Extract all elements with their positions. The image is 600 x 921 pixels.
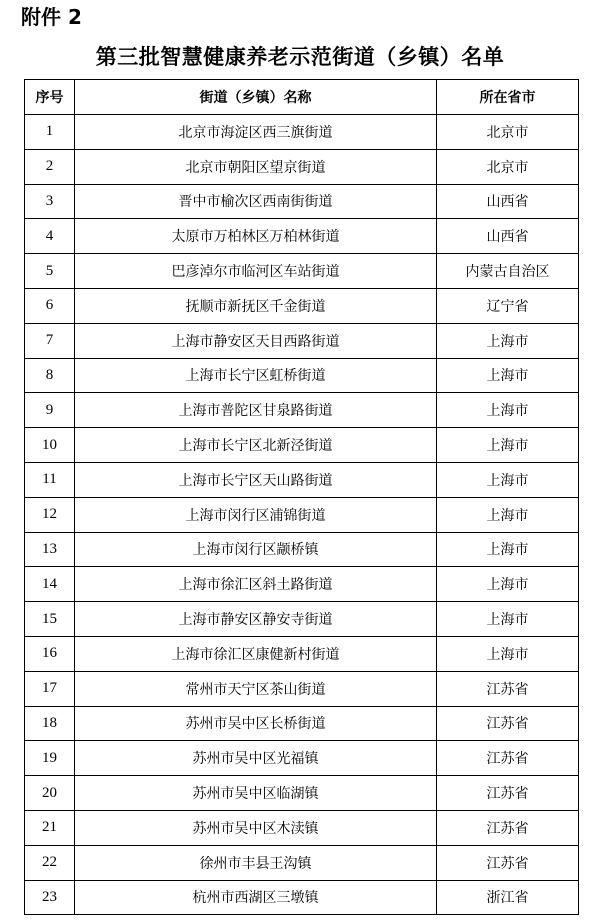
cell-index: 19 — [25, 741, 75, 776]
cell-index: 4 — [25, 219, 75, 254]
cell-street-name: 上海市长宁区天山路街道 — [75, 462, 437, 497]
table-row — [25, 254, 579, 289]
cell-province: 上海市 — [437, 323, 579, 358]
cell-province: 辽宁省 — [437, 288, 579, 323]
table-header-row — [25, 80, 579, 115]
cell-index: 3 — [25, 184, 75, 219]
cell-street-name: 北京市海淀区西三旗街道 — [75, 115, 437, 150]
table-row — [25, 393, 579, 428]
table-row — [25, 497, 579, 532]
cell-index: 8 — [25, 358, 75, 393]
header-street-name: 街道（乡镇）名称 — [75, 80, 437, 115]
cell-index: 6 — [25, 288, 75, 323]
cell-province: 上海市 — [437, 567, 579, 602]
cell-index: 15 — [25, 602, 75, 637]
cell-index: 14 — [25, 567, 75, 602]
cell-province: 上海市 — [437, 393, 579, 428]
table-row — [25, 288, 579, 323]
table-body — [25, 115, 579, 915]
cell-province: 上海市 — [437, 532, 579, 567]
cell-street-name: 上海市徐汇区康健新村街道 — [75, 636, 437, 671]
cell-index: 1 — [25, 115, 75, 150]
cell-index: 9 — [25, 393, 75, 428]
table-row — [25, 358, 579, 393]
cell-street-name: 苏州市吴中区临湖镇 — [75, 776, 437, 811]
cell-index: 16 — [25, 636, 75, 671]
cell-street-name: 抚顺市新抚区千金街道 — [75, 288, 437, 323]
cell-street-name: 上海市普陀区甘泉路街道 — [75, 393, 437, 428]
cell-province: 江苏省 — [437, 776, 579, 811]
cell-street-name: 上海市静安区静安寺街道 — [75, 602, 437, 637]
cell-province: 上海市 — [437, 497, 579, 532]
header-index: 序号 — [25, 80, 75, 115]
cell-street-name: 苏州市吴中区木渎镇 — [75, 810, 437, 845]
cell-province: 江苏省 — [437, 741, 579, 776]
table-row — [25, 184, 579, 219]
cell-province: 江苏省 — [437, 671, 579, 706]
cell-index: 21 — [25, 810, 75, 845]
cell-province: 北京市 — [437, 115, 579, 150]
cell-street-name: 徐州市丰县王沟镇 — [75, 845, 437, 880]
cell-index: 20 — [25, 776, 75, 811]
cell-province: 上海市 — [437, 602, 579, 637]
cell-province: 上海市 — [437, 428, 579, 463]
cell-province: 江苏省 — [437, 845, 579, 880]
cell-index: 2 — [25, 149, 75, 184]
table-row — [25, 532, 579, 567]
cell-index: 7 — [25, 323, 75, 358]
cell-province: 山西省 — [437, 219, 579, 254]
table-row — [25, 880, 579, 915]
cell-street-name: 上海市静安区天目西路街道 — [75, 323, 437, 358]
cell-index: 23 — [25, 880, 75, 915]
table-row — [25, 776, 579, 811]
attachment-label: 附件 2 — [21, 5, 82, 29]
cell-street-name: 巴彦淖尔市临河区车站街道 — [75, 254, 437, 289]
table-row — [25, 602, 579, 637]
cell-street-name: 杭州市西湖区三墩镇 — [75, 880, 437, 915]
cell-province: 内蒙古自治区 — [437, 254, 579, 289]
cell-province: 浙江省 — [437, 880, 579, 915]
cell-province: 上海市 — [437, 358, 579, 393]
cell-province: 上海市 — [437, 462, 579, 497]
cell-province: 江苏省 — [437, 706, 579, 741]
cell-street-name: 晋中市榆次区西南街街道 — [75, 184, 437, 219]
table-row — [25, 845, 579, 880]
cell-province: 江苏省 — [437, 810, 579, 845]
header-province: 所在省市 — [437, 80, 579, 115]
cell-index: 13 — [25, 532, 75, 567]
cell-street-name: 苏州市吴中区长桥街道 — [75, 706, 437, 741]
table-row — [25, 810, 579, 845]
cell-index: 12 — [25, 497, 75, 532]
table-row — [25, 149, 579, 184]
table-row — [25, 219, 579, 254]
document-title: 第三批智慧健康养老示范街道（乡镇）名单 — [95, 45, 505, 69]
cell-street-name: 常州市天宁区茶山街道 — [75, 671, 437, 706]
table-row — [25, 567, 579, 602]
cell-province: 山西省 — [437, 184, 579, 219]
cell-index: 5 — [25, 254, 75, 289]
cell-province: 北京市 — [437, 149, 579, 184]
table-row — [25, 671, 579, 706]
table-row — [25, 428, 579, 463]
cell-index: 18 — [25, 706, 75, 741]
cell-street-name: 苏州市吴中区光福镇 — [75, 741, 437, 776]
demonstration-street-table — [24, 79, 579, 915]
cell-street-name: 上海市长宁区虹桥街道 — [75, 358, 437, 393]
cell-street-name: 上海市徐汇区斜土路街道 — [75, 567, 437, 602]
cell-street-name: 上海市长宁区北新泾街道 — [75, 428, 437, 463]
cell-street-name: 北京市朝阳区望京街道 — [75, 149, 437, 184]
cell-street-name: 上海市闵行区浦锦街道 — [75, 497, 437, 532]
cell-index: 22 — [25, 845, 75, 880]
table-row — [25, 741, 579, 776]
cell-street-name: 上海市闵行区颛桥镇 — [75, 532, 437, 567]
table-row — [25, 706, 579, 741]
cell-index: 10 — [25, 428, 75, 463]
cell-index: 11 — [25, 462, 75, 497]
table-row — [25, 636, 579, 671]
cell-street-name: 太原市万柏林区万柏林街道 — [75, 219, 437, 254]
table-row — [25, 115, 579, 150]
cell-index: 17 — [25, 671, 75, 706]
table-row — [25, 323, 579, 358]
cell-province: 上海市 — [437, 636, 579, 671]
table-row — [25, 462, 579, 497]
